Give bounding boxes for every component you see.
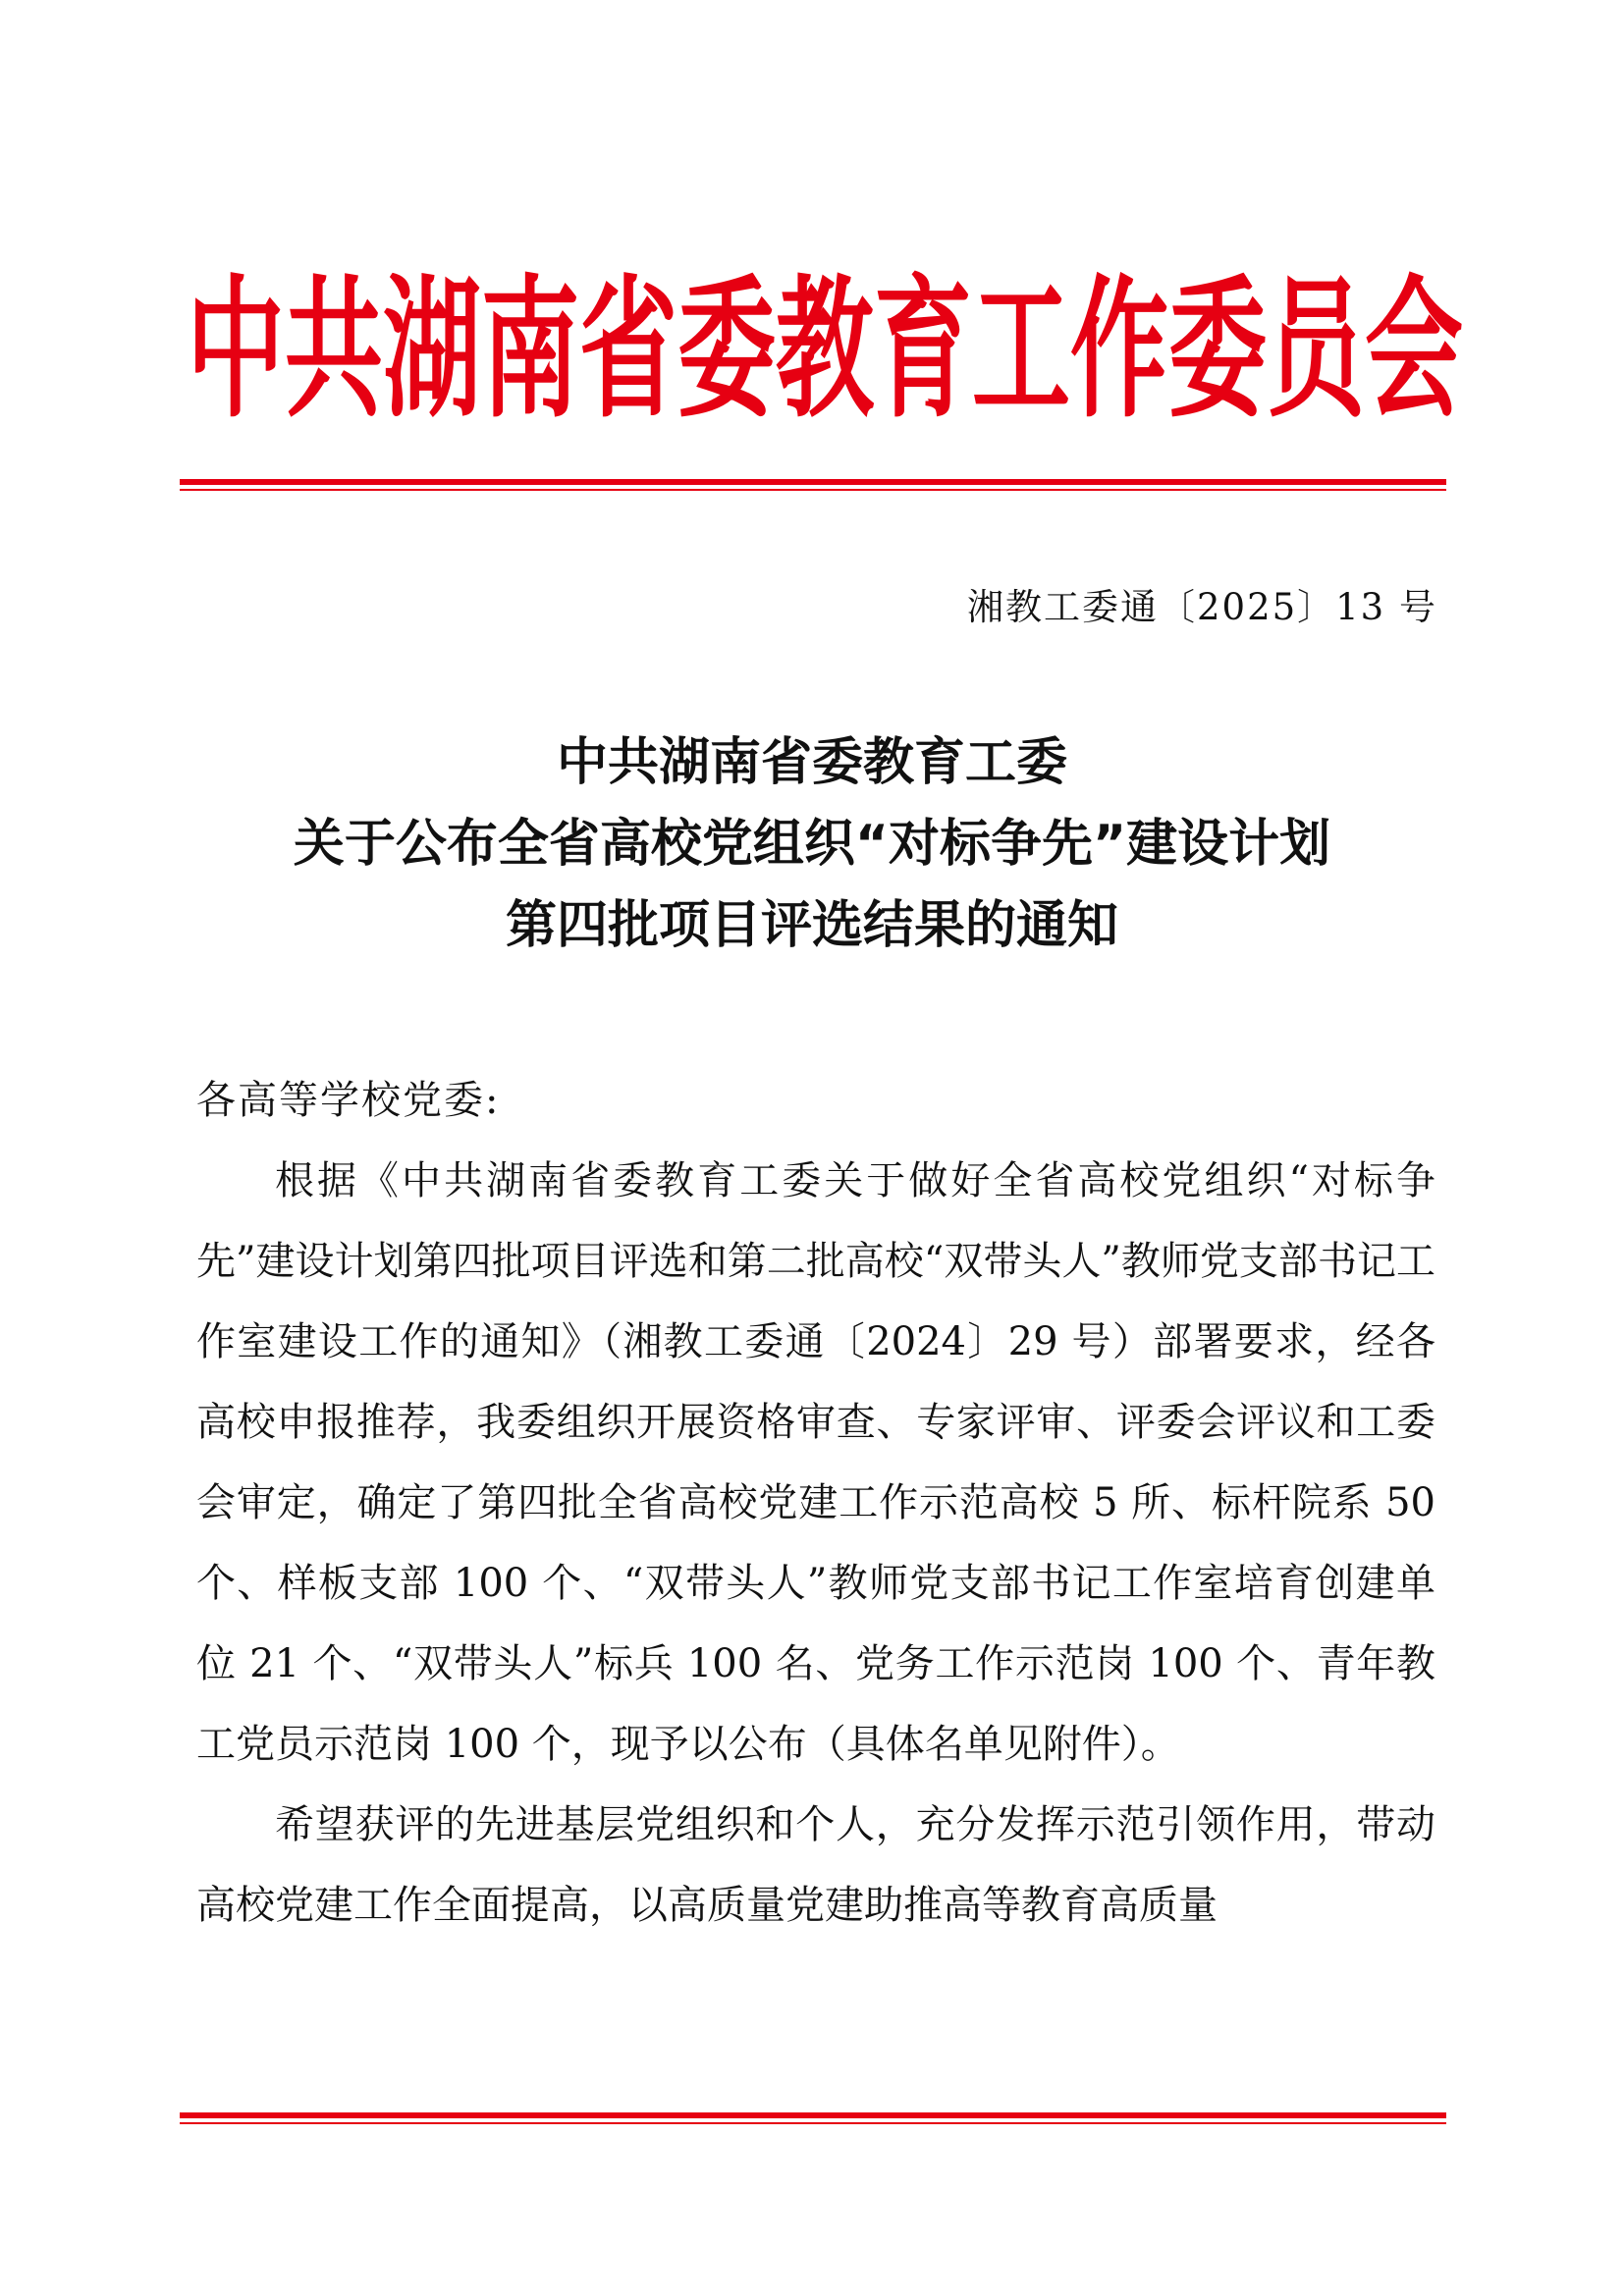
document-number: 湘教工委通〔2025〕13 号	[966, 586, 1437, 628]
masthead-char: 工	[972, 260, 1070, 439]
masthead-char: 委	[677, 260, 776, 439]
masthead-char: 作	[1070, 260, 1168, 439]
document-title	[147, 722, 1477, 967]
document-body	[196, 1060, 1435, 1946]
masthead-char: 员	[1267, 260, 1365, 439]
header-red-rule	[180, 479, 1446, 491]
title-line-1: 中共湖南省委教育工委	[556, 733, 1067, 792]
title-line-2: 关于公布全省高校党组织“对标争先”建设计划	[293, 815, 1331, 874]
masthead-org-name	[187, 257, 1463, 444]
masthead-char: 共	[285, 260, 383, 439]
masthead-char: 教	[776, 260, 874, 439]
salutation: 各高等学校党委:	[196, 1078, 501, 1123]
masthead-char: 育	[874, 260, 972, 439]
body-paragraph-1: 根据《中共湖南省委教育工委关于做好全省高校党组织“对标争先”建设计划第四批项目评选和第二批高校“双带头人”教师党支部书记工作室建设工作的通知》（湘教工委通〔2024〕29 号）部署要求，经各高校申报推荐，我委组织开展资格审查、专家评审、评委会评议和工委会审定，确定了第四批全省高校党建工作示范高校 5 所、标杆院系 50 个、样板支部 100 个、“双带头人”教师党支部书记工作室培育创建单位 21 个、“双带头人”标兵 100 名、党务工作示范岗 100 个、青年教工党员示范岗 100 个，现予以公布（具体名单见附件）。	[196, 1158, 1435, 1767]
masthead-char: 委	[1168, 260, 1267, 439]
title-line-3: 第四批项目评选结果的通知	[505, 896, 1118, 955]
body-paragraph-2: 希望获评的先进基层党组织和个人，充分发挥示范引领作用，带动高校党建工作全面提高，以高质量党建助推高等教育高质量	[196, 1802, 1435, 1928]
masthead-char: 湖	[383, 260, 481, 439]
masthead-char: 省	[579, 260, 677, 439]
masthead-char: 中	[187, 260, 285, 439]
masthead-char: 南	[481, 260, 579, 439]
footer-red-rule	[180, 2112, 1446, 2124]
masthead-char: 会	[1365, 260, 1463, 439]
